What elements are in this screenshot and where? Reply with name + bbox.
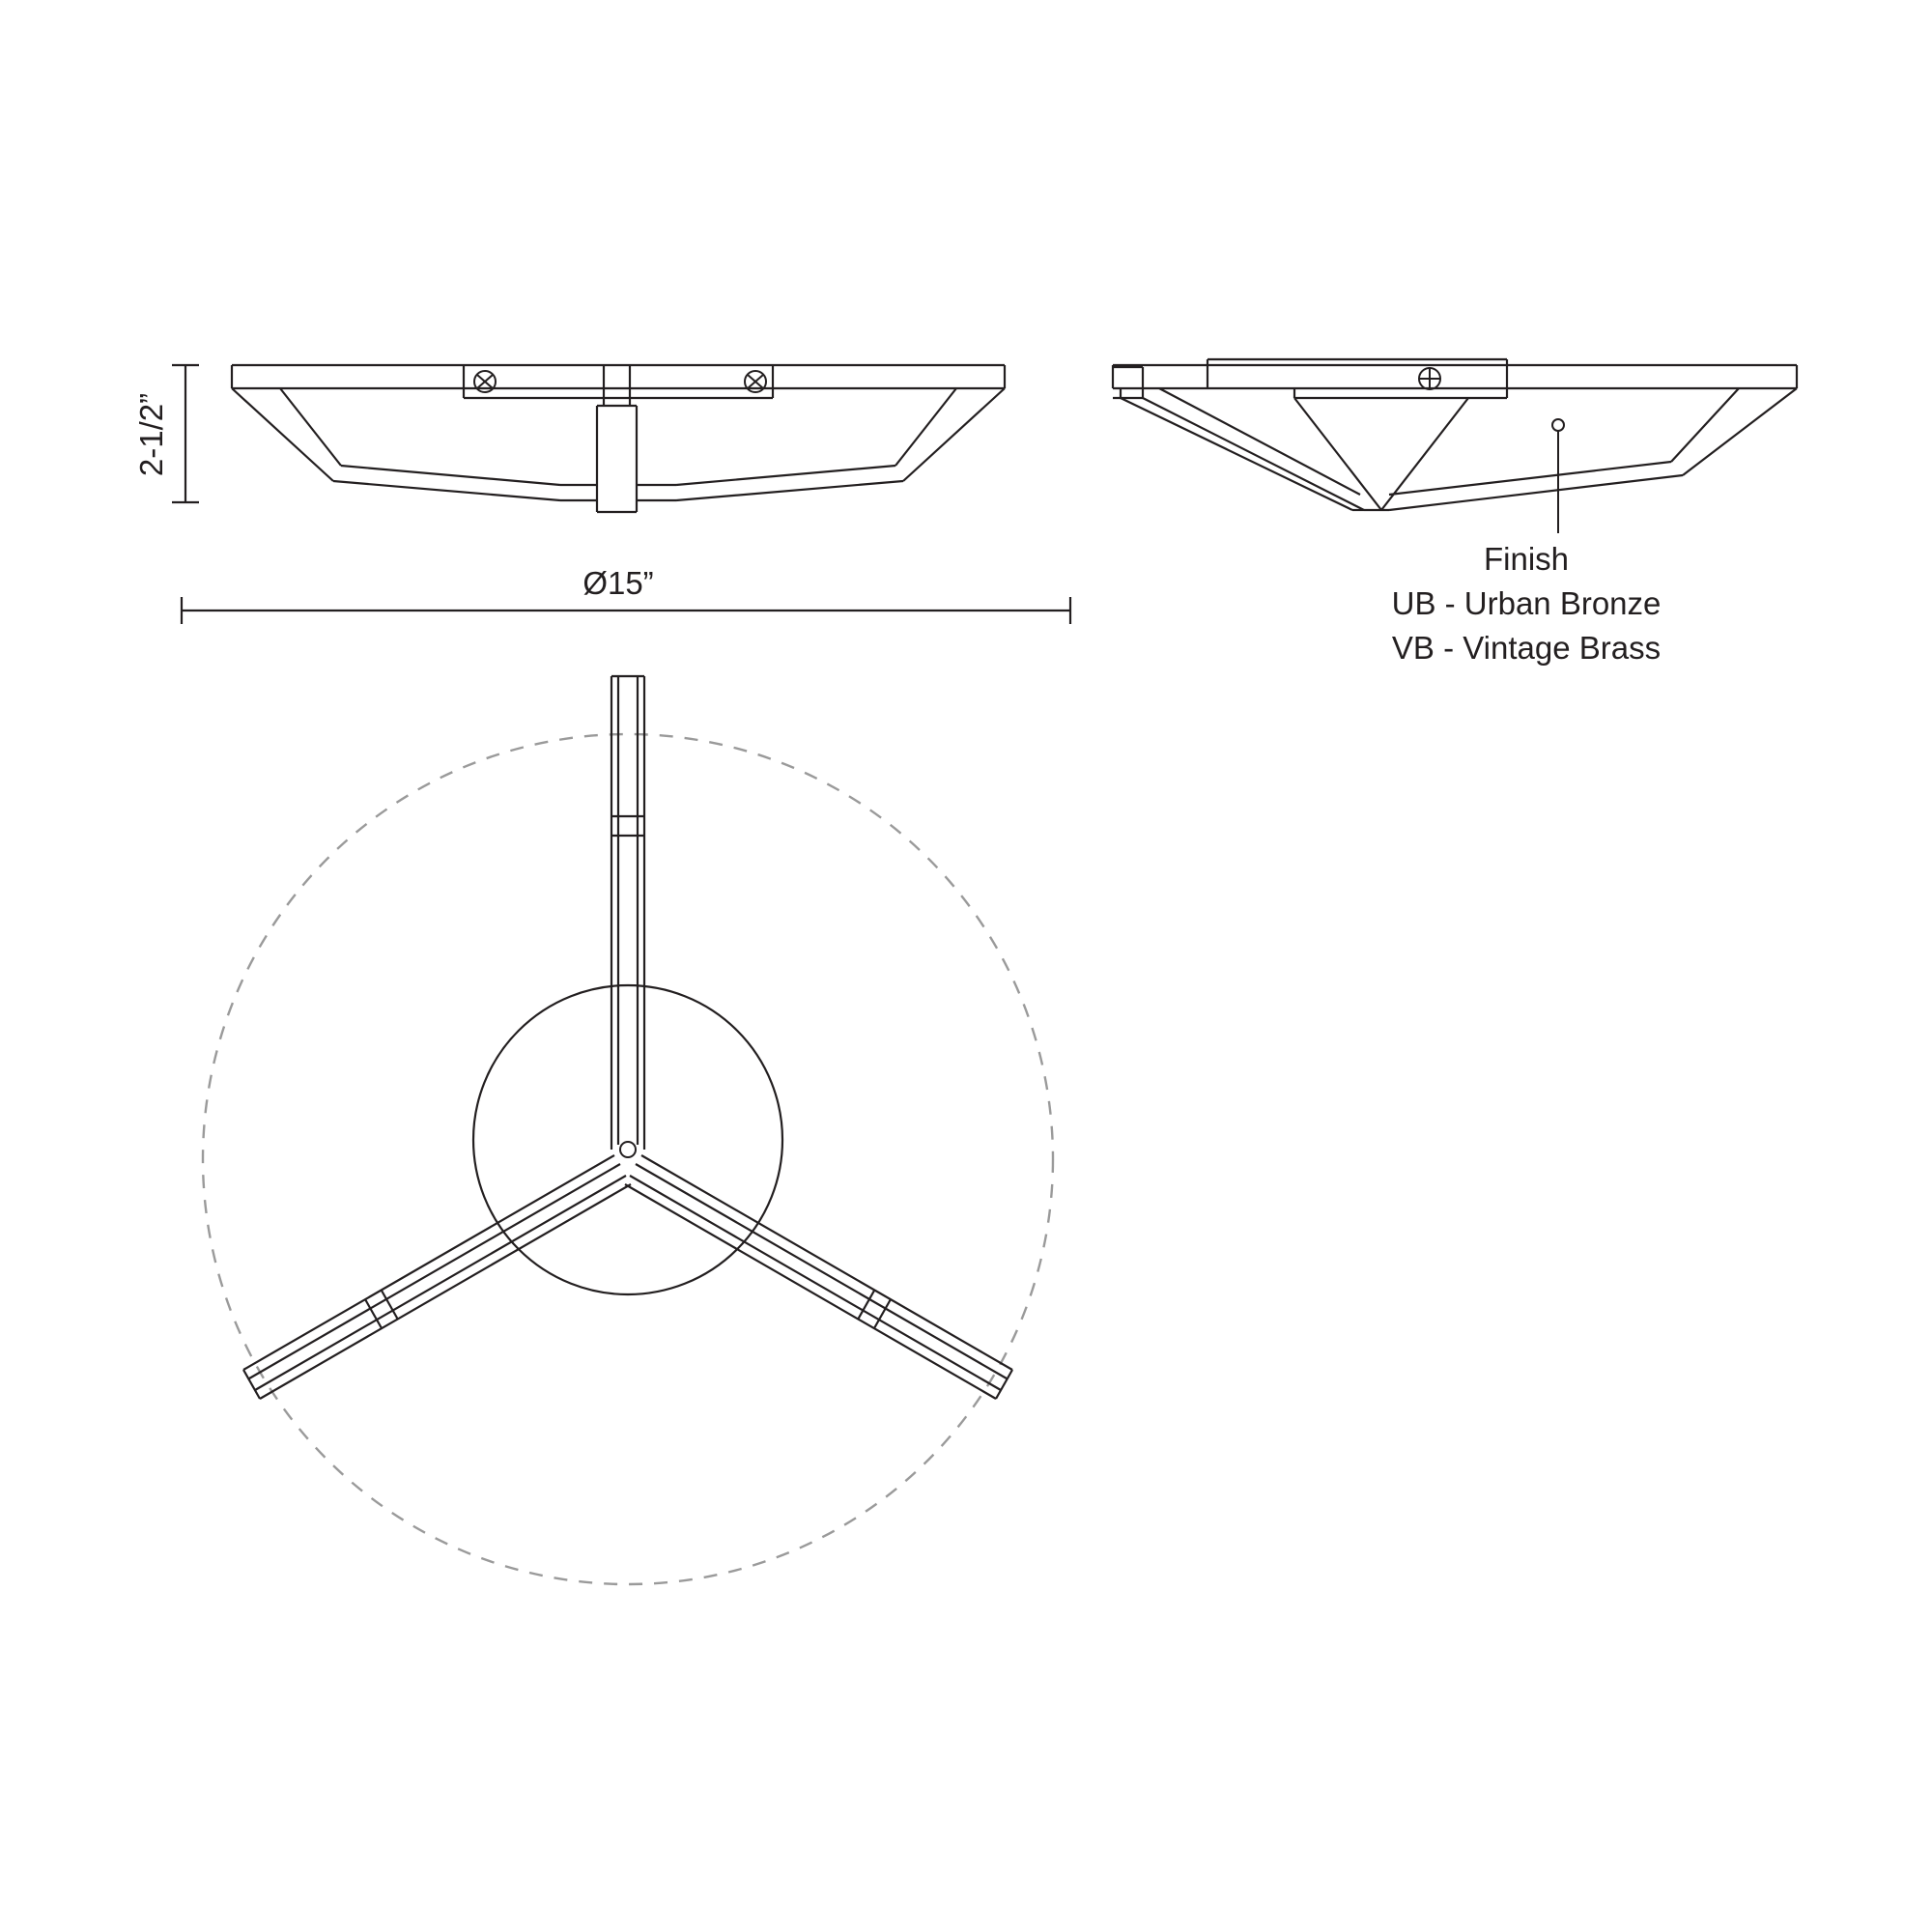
plan-outer-diameter-circle [203,734,1053,1584]
side-v-left [1294,398,1381,510]
side-elevation-view [1113,359,1797,510]
plan-blade-ll-fold1 [249,1164,620,1378]
plan-blade-lr-fold1 [636,1164,1007,1378]
plan-blade-ll-inner [260,1184,631,1399]
side-right-blade-fold [1671,388,1739,462]
height-dimension [172,365,199,502]
finish-option-ub: UB - Urban Bronze [1391,585,1662,621]
diameter-dimension-label: Ø15” [582,565,654,601]
diameter-dimension [182,597,1070,624]
plan-blade-ll-outer [243,1155,614,1370]
front-left-blade-outer [232,388,333,481]
side-right-blade-fold2 [1389,462,1671,495]
bottom-plan-view [203,676,1053,1584]
finish-leader-dot [1552,419,1564,431]
front-elevation-view [232,365,1005,512]
finish-option-vb: VB - Vintage Brass [1391,630,1662,666]
plan-blade-lr-outer [641,1155,1012,1370]
front-right-blade-bottom [676,481,903,500]
front-left-blade-bottom [333,481,560,500]
side-screw [1419,368,1440,389]
side-blade-endon-fold [1159,388,1360,495]
front-right-blade-fold2 [676,466,895,485]
front-left-blade-fold2 [341,466,560,485]
height-dimension-label: 2-1/2” [133,392,169,477]
finish-note-heading: Finish [1483,541,1570,577]
front-left-blade-fold [280,388,341,466]
plan-blade-lr-inner [625,1184,996,1399]
plan-hub [620,1142,636,1157]
front-right-blade-outer [903,388,1005,481]
side-blade-endon-edge2 [1143,398,1364,510]
side-blade-endon-edge1 [1121,398,1352,510]
front-right-blade-fold [895,388,956,466]
side-right-blade-bottom [1389,475,1683,510]
